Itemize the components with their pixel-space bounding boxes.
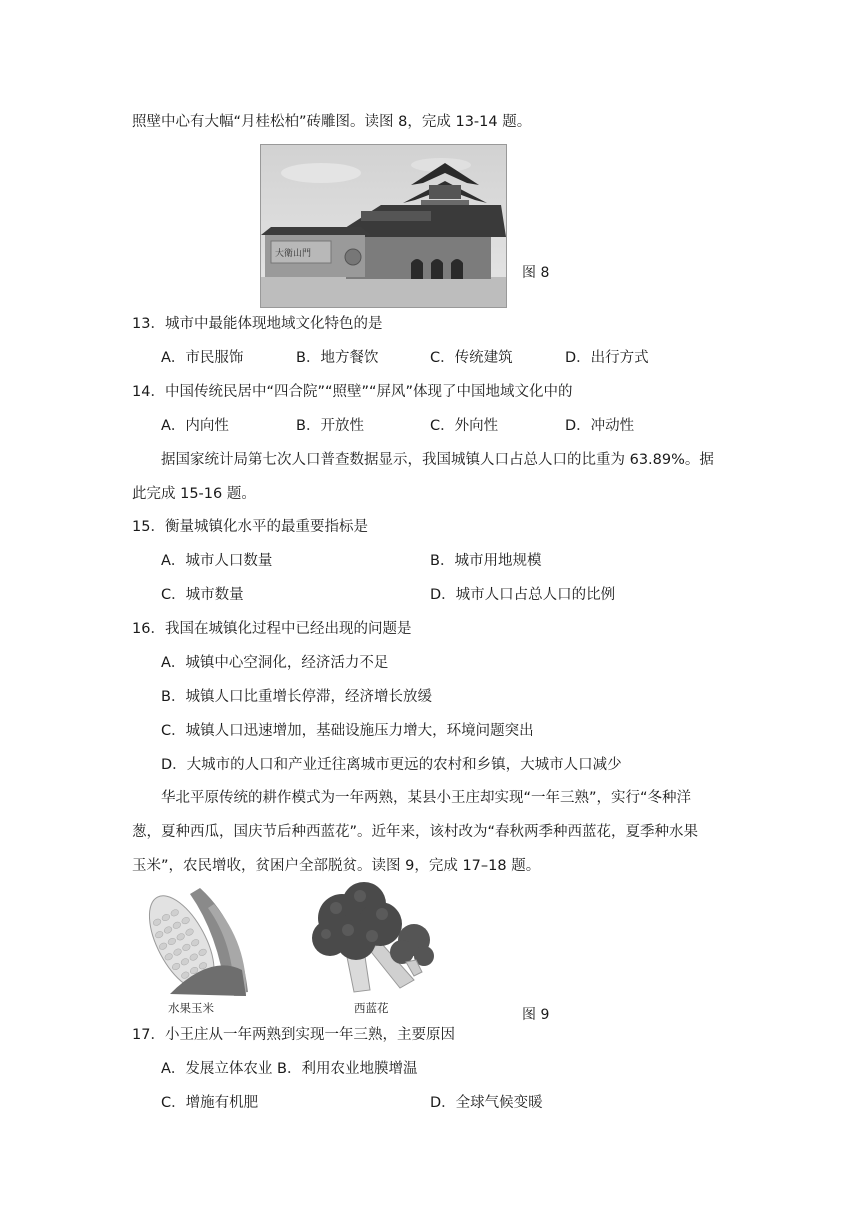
intro-text-3-line-1: 华北平原传统的耕作模式为一年两熟，某县小王庄却实现“一年三熟”，实行“冬种洋	[161, 790, 692, 806]
figure-9-label: 图 9	[522, 1007, 550, 1023]
q14-option-a: A．内向性	[161, 418, 229, 434]
q16-option-c: C．城镇人口迅速增加，基础设施压力增大，环境问题突出	[161, 723, 534, 739]
plaque-text: 大衛山門	[275, 249, 312, 259]
intro-text-3-line-3: 玉米”，农民增收，贫困户全部脱贫。读图 9，完成 17–18 题。	[132, 858, 541, 874]
q17-option-c: C．增施有机肥	[161, 1095, 259, 1111]
intro-text-2-line-2: 此完成 15-16 题。	[132, 486, 256, 502]
figure-8-label: 图 8	[522, 265, 550, 281]
q13-option-c: C．传统建筑	[430, 350, 513, 366]
broccoli-image	[302, 878, 438, 998]
figure-8-photo	[260, 144, 507, 308]
q13-option-b: B．地方餐饮	[296, 350, 379, 366]
q16-option-d: D．大城市的人口和产业迁往离城市更远的农村和乡镇，大城市人口减少	[161, 757, 622, 773]
q15-option-d: D．城市人口占总人口的比例	[430, 587, 616, 603]
q17-option-ab: A．发展立体农业 B．利用农业地膜增温	[161, 1061, 418, 1077]
corn-caption: 水果玉米	[168, 1001, 214, 1015]
q17-option-d: D．全球气候变暖	[430, 1095, 543, 1111]
intro-text-1: 照壁中心有大幅“月桂松柏”砖雕图。读图 8，完成 13-14 题。	[132, 114, 532, 130]
question-16: 16．我国在城镇化过程中已经出现的问题是	[132, 621, 412, 637]
intro-text-3-line-2: 葱，夏种西瓜，国庆节后种西蓝花”。近年来，该村改为“春秋两季种西蓝花，夏季种水果	[132, 824, 699, 840]
question-15: 15．衡量城镇化水平的最重要指标是	[132, 519, 368, 535]
q15-option-b: B．城市用地规模	[430, 553, 542, 569]
question-14: 14．中国传统民居中“四合院”“照壁”“屏风”体现了中国地域文化中的	[132, 384, 573, 400]
q16-option-a: A．城镇中心空洞化，经济活力不足	[161, 655, 389, 671]
q14-option-d: D．冲动性	[565, 418, 635, 434]
temple-illustration	[261, 145, 506, 307]
q13-option-a: A．市民服饰	[161, 350, 244, 366]
q16-option-b: B．城镇人口比重增长停滞，经济增长放缓	[161, 689, 432, 705]
q15-option-c: C．城市数量	[161, 587, 244, 603]
q13-option-d: D．出行方式	[565, 350, 649, 366]
corn-image	[130, 884, 252, 1000]
question-13: 13．城市中最能体现地域文化特色的是	[132, 316, 383, 332]
q14-option-c: C．外向性	[430, 418, 499, 434]
q15-option-a: A．城市人口数量	[161, 553, 273, 569]
question-17: 17．小王庄从一年两熟到实现一年三熟，主要原因	[132, 1027, 455, 1043]
q14-option-b: B．开放性	[296, 418, 364, 434]
broccoli-caption: 西蓝花	[354, 1001, 389, 1015]
intro-text-2-line-1: 据国家统计局第七次人口普查数据显示，我国城镇人口占总人口的比重为 63.89%。据	[161, 452, 714, 468]
